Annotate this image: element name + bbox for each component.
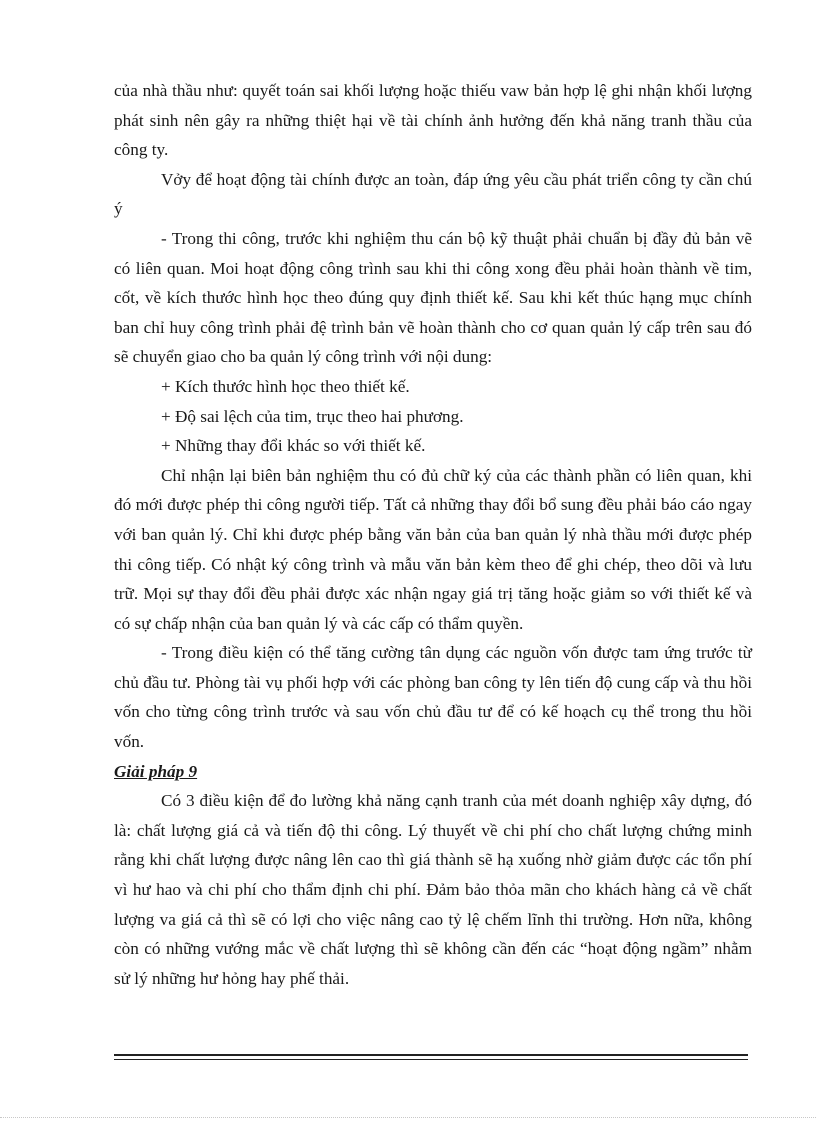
paragraph-3: - Trong thi công, trước khi nghiệm thu cán bộ kỹ thuật phải chuẩn bị đầy đủ bản vẽ có liên quan. Moi hoạt động công trình sau khi thi công xong đều phải hoàn thành về tim, cốt, về kích thước hình học theo đúng quy định thiết kế. Sau khi kết thúc hạng mục chính ban chỉ huy công trình phải đệ trình bản vẽ hoàn thành cho cơ quan quản lý cấp trên sau đó sẽ chuyển giao cho ba quản lý công trình với nội dung:: [114, 228, 752, 367]
list-item-1: + Kích thước hình học theo thiết kế.: [161, 376, 410, 396]
paragraph-5: - Trong điều kiện có thể tăng cường tân dụng các nguồn vốn được tam ứng trước từ chủ đầu tư. Phòng tài vụ phối hợp với các phòng ban công ty lên tiến độ cung cấp và thu hồi vốn cho từng công trình trước và sau vốn chủ đầu tư để có kế hoạch cụ thể trong thu hồi vốn.: [114, 643, 752, 752]
list-item-3: + Những thay đổi khác so với thiết kế.: [161, 436, 426, 456]
paragraph-1: của nhà thầu như: quyết toán sai khối lượng hoặc thiếu vaw bản hợp lệ ghi nhận khối lượng phát sinh nên gây ra những thiệt hại về tài chính ảnh hưởng đến khả năng tranh thầu của công ty.: [114, 81, 752, 160]
paragraph-6: Có 3 điều kiện để đo lường khả năng cạnh tranh của mét doanh nghiệp xây dựng, đó là: chất lượng giá cả và tiến độ thi công. Lý thuyết về chi phí cho chất lượng chứng minh rằng khi chất lượng được nâng lên cao thì giá thành sẽ hạ xuống nhờ giảm được các tổn phí vì hư hao và chi phí cho thẩm định chi phí. Đảm bảo thỏa mãn cho khách hàng cả về chất lượng va giá cả thì sẽ có lợi cho việc nâng cao tỷ lệ chếm lĩnh thi trường. Hơn nữa, không còn có những vướng mắc về chất lượng thì sẽ không cần đến các “hoạt động ngầm” nhằm sử lý những hư hỏng hay phế thải.: [114, 791, 752, 988]
page-edge-divider: [0, 1117, 816, 1118]
paragraph-4: Chỉ nhận lại biên bản nghiệm thu có đủ chữ ký của các thành phần có liên quan, khi đó mới được phép thi công người tiếp. Tất cả những thay đổi bổ sung đều phải báo cáo ngay với ban quản lý. Chỉ khi được phép bằng văn bản của ban quản lý nhà thầu mới được phép thi công tiếp. Có nhật ký công trình và mẫu văn bản kèm theo để ghi chép, theo dõi và lưu trữ. Mọi sự thay đổi đều phải được xác nhận ngay giá trị tăng hoặc giảm so với thiết kế và có sự chấp nhận của ban quản lý và các cấp có thẩm quyền.: [114, 465, 752, 633]
section-heading: Giải pháp 9: [114, 761, 198, 781]
document-body: [114, 76, 752, 993]
footer-rule-thin: [114, 1059, 748, 1060]
footer-rule-thick: [114, 1054, 748, 1056]
paragraph-2: Vởy để hoạt động tài chính được an toàn, đáp ứng yêu cầu phát triển công ty cần chú ý: [114, 169, 752, 219]
list-item-2: + Độ sai lệch của tim, trục theo hai phương.: [161, 406, 464, 426]
